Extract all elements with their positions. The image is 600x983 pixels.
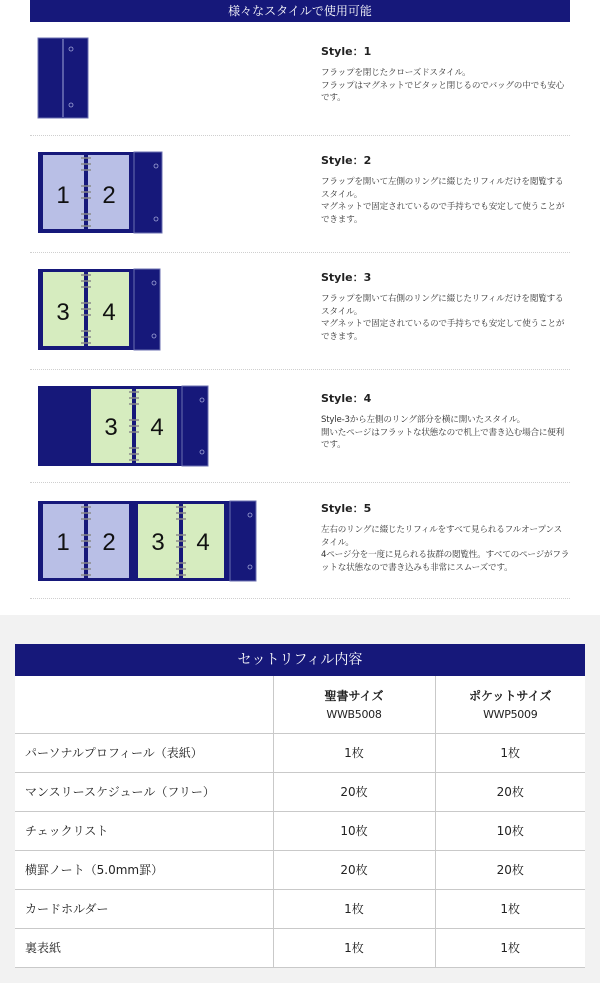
table-row — [15, 850, 585, 889]
style-5-title: Style：5 — [321, 502, 372, 515]
table-row — [15, 811, 585, 850]
style-5-description: 左右のリングに綴じたリフィルをすべて見られるフルオープンスタイル。 4ページ分を一度に見られる抜群の閲覧性。すべてのページがフラットな状態なので書き込みも非常にスムーズです。 — [321, 525, 570, 573]
row-label: 裏表紙 — [15, 928, 273, 967]
style-5-illustration — [30, 484, 310, 594]
style-5-page-4: 4 — [196, 529, 210, 556]
bible-qty: 1枚 — [273, 928, 435, 967]
row-label: カードホルダー — [15, 889, 273, 928]
style-2-illustration — [30, 137, 310, 247]
style-3-illustration — [30, 254, 310, 364]
styles-header: 様々なスタイルで使用可能 — [30, 0, 570, 22]
bible-size-name: 聖書サイズ — [324, 689, 384, 704]
refill-table — [15, 676, 585, 968]
refill-header-empty — [15, 676, 273, 733]
style-2-description: フラップを開いて左側のリングに綴じたリフィルだけを閲覧するスタイル。 マグネットで固定されているので手持ちでも安定して使うことができます。 — [321, 177, 565, 225]
bible-size-code: WWB5008 — [326, 708, 382, 722]
refill-header: セットリフィル内容 — [15, 644, 585, 676]
style-3-title: Style：3 — [321, 271, 372, 284]
pocket-qty: 1枚 — [435, 889, 585, 928]
style-row-2 — [30, 137, 570, 253]
row-label: 横罫ノート（5.0mm罫） — [15, 850, 273, 889]
bible-qty: 1枚 — [273, 889, 435, 928]
style-3-description: フラップを開いて右側のリングに綴じたリフィルだけを閲覧するスタイル。 マグネットで固定されているので手持ちでも安定して使うことができます。 — [321, 294, 565, 342]
pocket-qty: 20枚 — [435, 772, 585, 811]
style-4-page-4: 4 — [150, 414, 164, 441]
table-row — [15, 889, 585, 928]
style-2-page-2: 2 — [102, 182, 116, 209]
refill-table-header-row — [15, 676, 585, 733]
pocket-size-name: ポケットサイズ — [469, 689, 552, 704]
style-row-3 — [30, 254, 570, 370]
refill-column-pocket — [435, 676, 585, 733]
refill-column-bible — [273, 676, 435, 733]
pocket-qty: 10枚 — [435, 811, 585, 850]
style-row-1 — [30, 30, 570, 136]
style-3-page-3: 3 — [56, 299, 70, 326]
pocket-qty: 1枚 — [435, 928, 585, 967]
bible-qty: 1枚 — [273, 733, 435, 772]
style-1-description: フラップを閉じたクローズドスタイル。 フラップはマグネットでピタッと閉じるのでバッグの中でも安心です。 — [321, 68, 565, 104]
style-1-title: Style：1 — [321, 45, 372, 58]
style-2-page-1: 1 — [56, 182, 70, 209]
style-5-page-3: 3 — [151, 529, 165, 556]
table-row — [15, 928, 585, 967]
style-3-page-4: 4 — [102, 299, 116, 326]
table-row — [15, 733, 585, 772]
row-label: チェックリスト — [15, 811, 273, 850]
style-4-illustration — [30, 371, 310, 481]
bible-qty: 20枚 — [273, 850, 435, 889]
style-4-title: Style：4 — [321, 392, 372, 405]
pocket-size-code: WWP5009 — [483, 708, 538, 722]
row-label: マンスリースケジュール（フリー） — [15, 772, 273, 811]
style-1-illustration — [30, 30, 310, 130]
bible-qty: 20枚 — [273, 772, 435, 811]
pocket-qty: 20枚 — [435, 850, 585, 889]
style-4-description: Style-3から左側のリング部分を横に開いたスタイル。 開いたページはフラットな状態なので机上で書き込む場合に便利です。 — [321, 415, 565, 451]
bible-qty: 10枚 — [273, 811, 435, 850]
table-row — [15, 772, 585, 811]
style-row-4 — [30, 371, 570, 483]
style-5-page-1: 1 — [56, 529, 70, 556]
style-2-title: Style：2 — [321, 154, 372, 167]
pocket-qty: 1枚 — [435, 733, 585, 772]
style-row-5 — [30, 484, 570, 599]
row-label: パーソナルプロフィール（表紙） — [15, 733, 273, 772]
style-5-page-2: 2 — [102, 529, 116, 556]
style-4-page-3: 3 — [104, 414, 118, 441]
